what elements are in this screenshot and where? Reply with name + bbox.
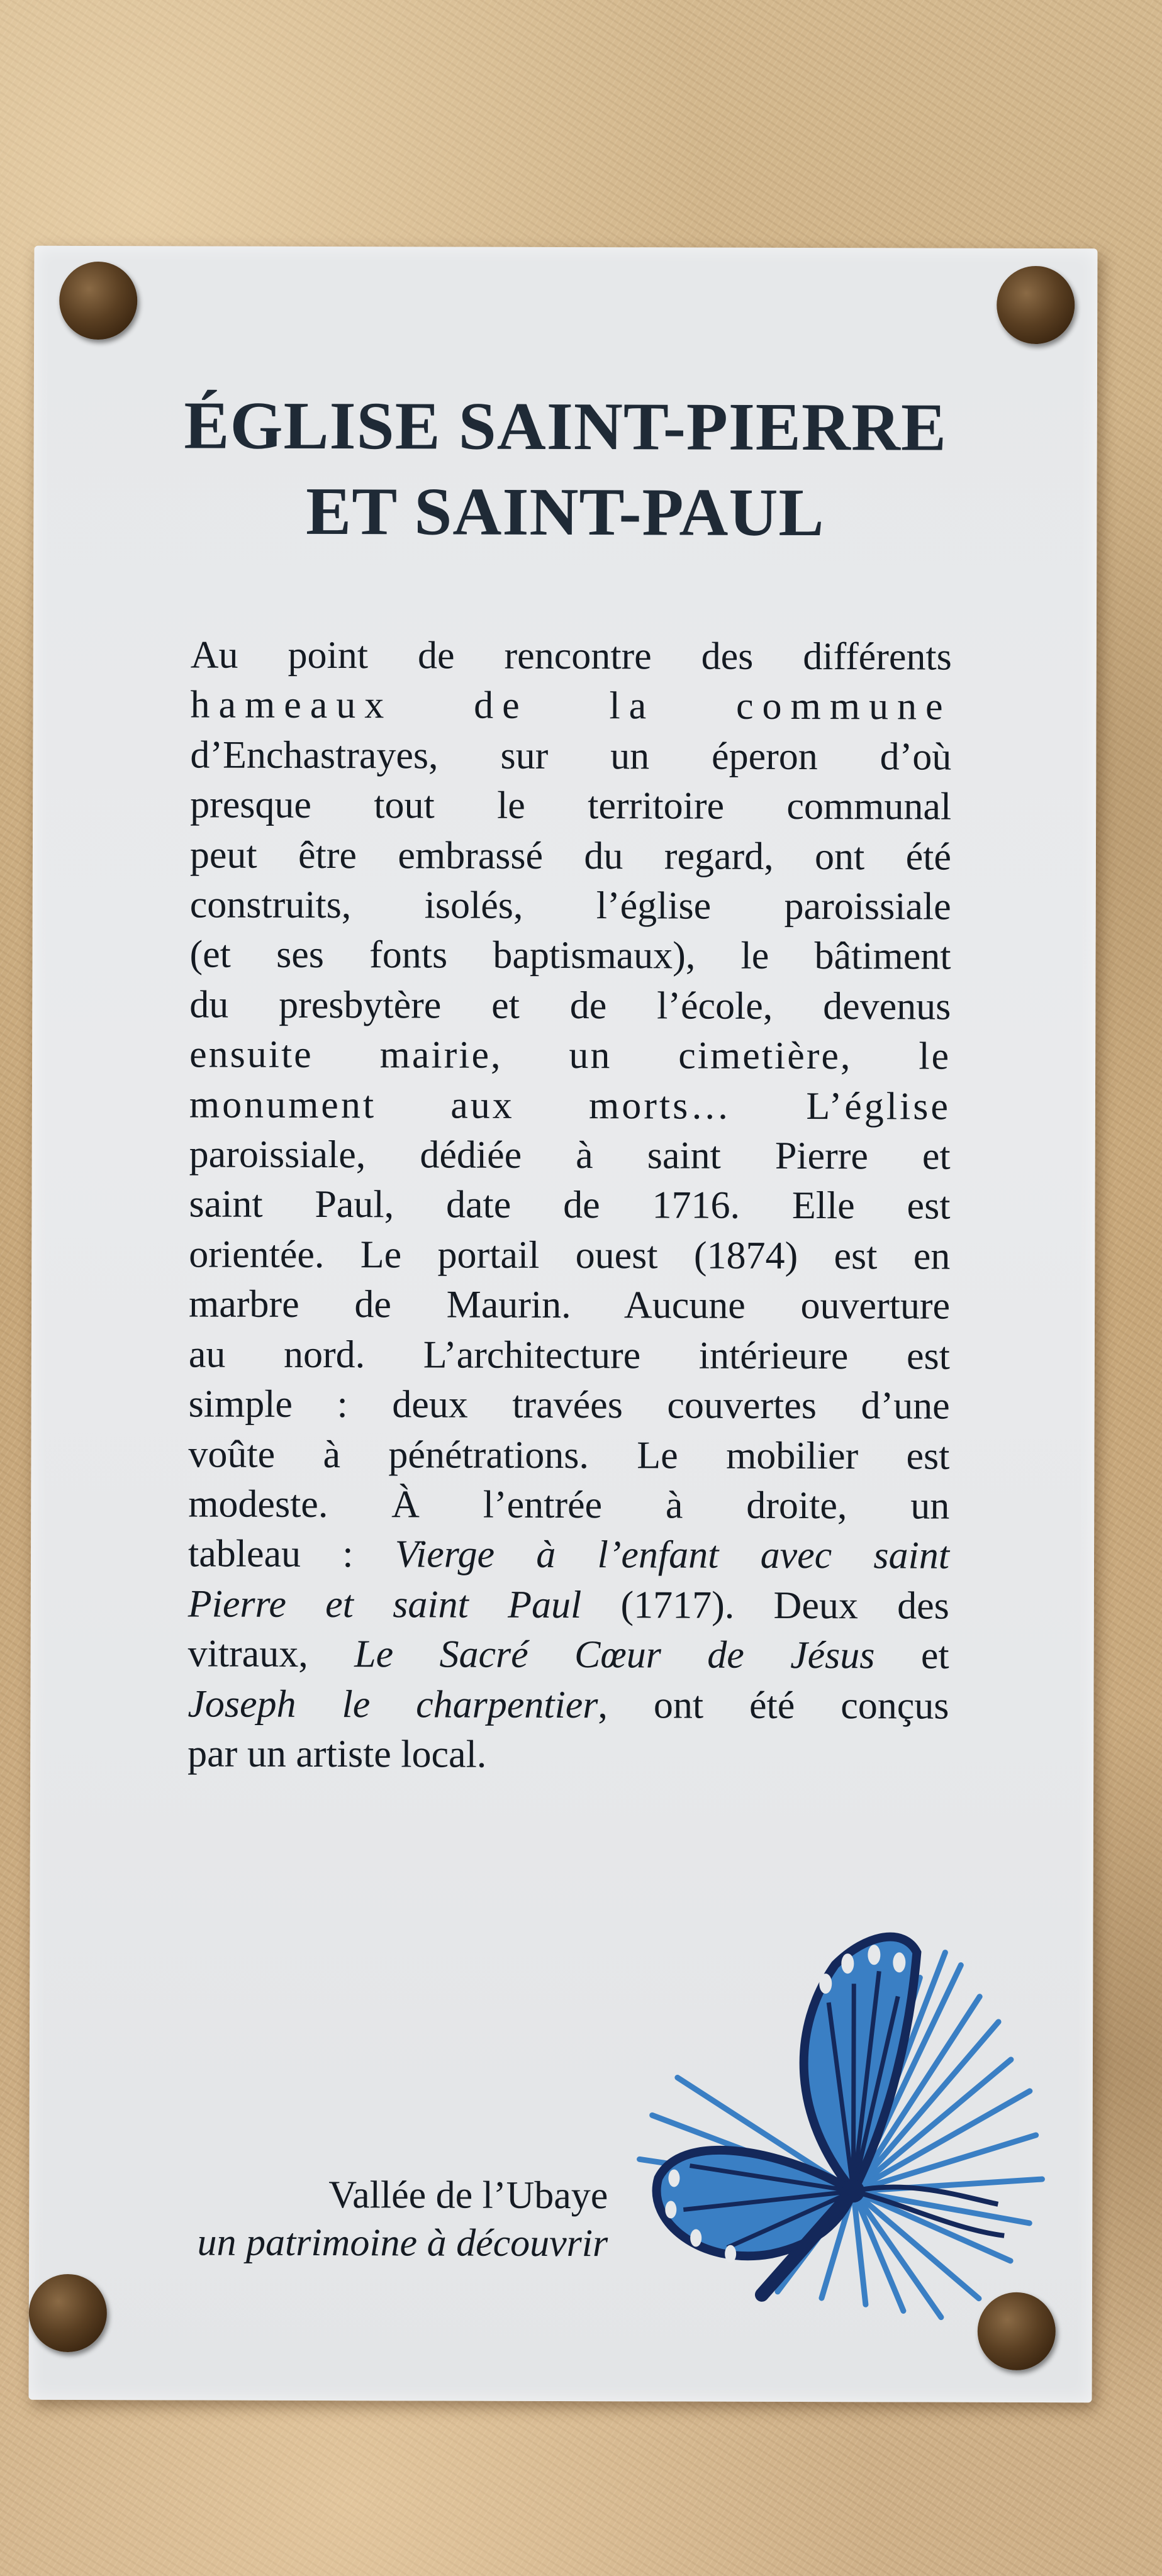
body-text-plain: , ont été conçus xyxy=(598,1683,949,1728)
body-line: voûte à pénétrations. Le mobilier est xyxy=(188,1432,950,1478)
plaque-body-text xyxy=(187,630,952,1781)
body-line: monument aux morts… L’église xyxy=(189,1083,951,1128)
butterfly-logo-icon xyxy=(627,1926,1068,2330)
screw-bottom-left xyxy=(29,2274,107,2352)
plaque-title-line1: ÉGLISE SAINT-PIERRE xyxy=(184,388,947,465)
body-line: ensuite mairie, un cimetière, le xyxy=(189,1033,951,1078)
screw-top-right xyxy=(997,266,1075,344)
body-line xyxy=(188,1530,949,1582)
artwork-title: Joseph le charpentier xyxy=(187,1682,598,1726)
body-text-plain: tableau : xyxy=(187,1532,395,1576)
body-line: peut être embrassé du regard, ont été xyxy=(189,833,952,879)
body-line: par un artiste local. xyxy=(187,1732,487,1776)
body-line xyxy=(188,1629,949,1682)
artwork-title: Pierre et saint Paul xyxy=(187,1582,582,1626)
body-line: au nord. L’architecture intérieure est xyxy=(188,1333,950,1378)
heritage-plaque xyxy=(29,246,1098,2402)
body-line xyxy=(187,1679,949,1731)
footer-valley-name: Vallée de l’Ubaye xyxy=(328,2174,608,2218)
body-line: modeste. À l’entrée à droite, un xyxy=(188,1482,950,1528)
body-line: paroissiale, dédiée à saint Pierre et xyxy=(189,1133,951,1178)
body-line: presque tout le territoire communal xyxy=(190,783,952,828)
body-line: Au point de rencontre des différents xyxy=(190,633,952,679)
body-text-plain: vitraux, xyxy=(187,1632,355,1676)
body-line: d’Enchastrayes, sur un éperon d’où xyxy=(190,733,952,779)
screw-top-left xyxy=(59,262,137,340)
artwork-title: Vierge à l’enfant avec saint xyxy=(394,1533,950,1577)
plaque-footer xyxy=(197,2170,608,2267)
body-line xyxy=(188,1579,949,1631)
body-text-plain: (1717). Deux des xyxy=(581,1583,949,1628)
body-line: simple : deux travées couvertes d’une xyxy=(188,1382,950,1428)
body-line: (et ses fonts baptismaux), le bâtiment xyxy=(189,933,951,979)
body-line: construits, isolés, l’église paroissiale xyxy=(189,883,951,928)
artwork-title: Le Sacré Cœur de Jésus xyxy=(354,1633,875,1677)
body-line: marbre de Maurin. Aucune ouverture xyxy=(188,1282,951,1328)
body-line: orientée. Le portail ouest (1874) est en xyxy=(189,1233,951,1278)
body-line: hameaux de la commune xyxy=(190,683,952,729)
footer-tagline: un patrimoine à découvrir xyxy=(197,2221,608,2265)
body-line: du presbytère et de l’école, devenus xyxy=(189,983,951,1028)
body-line: saint Paul, date de 1716. Elle est xyxy=(189,1182,951,1228)
plaque-title-line2: ET SAINT-PAUL xyxy=(306,474,825,551)
body-text-plain: et xyxy=(874,1634,949,1677)
